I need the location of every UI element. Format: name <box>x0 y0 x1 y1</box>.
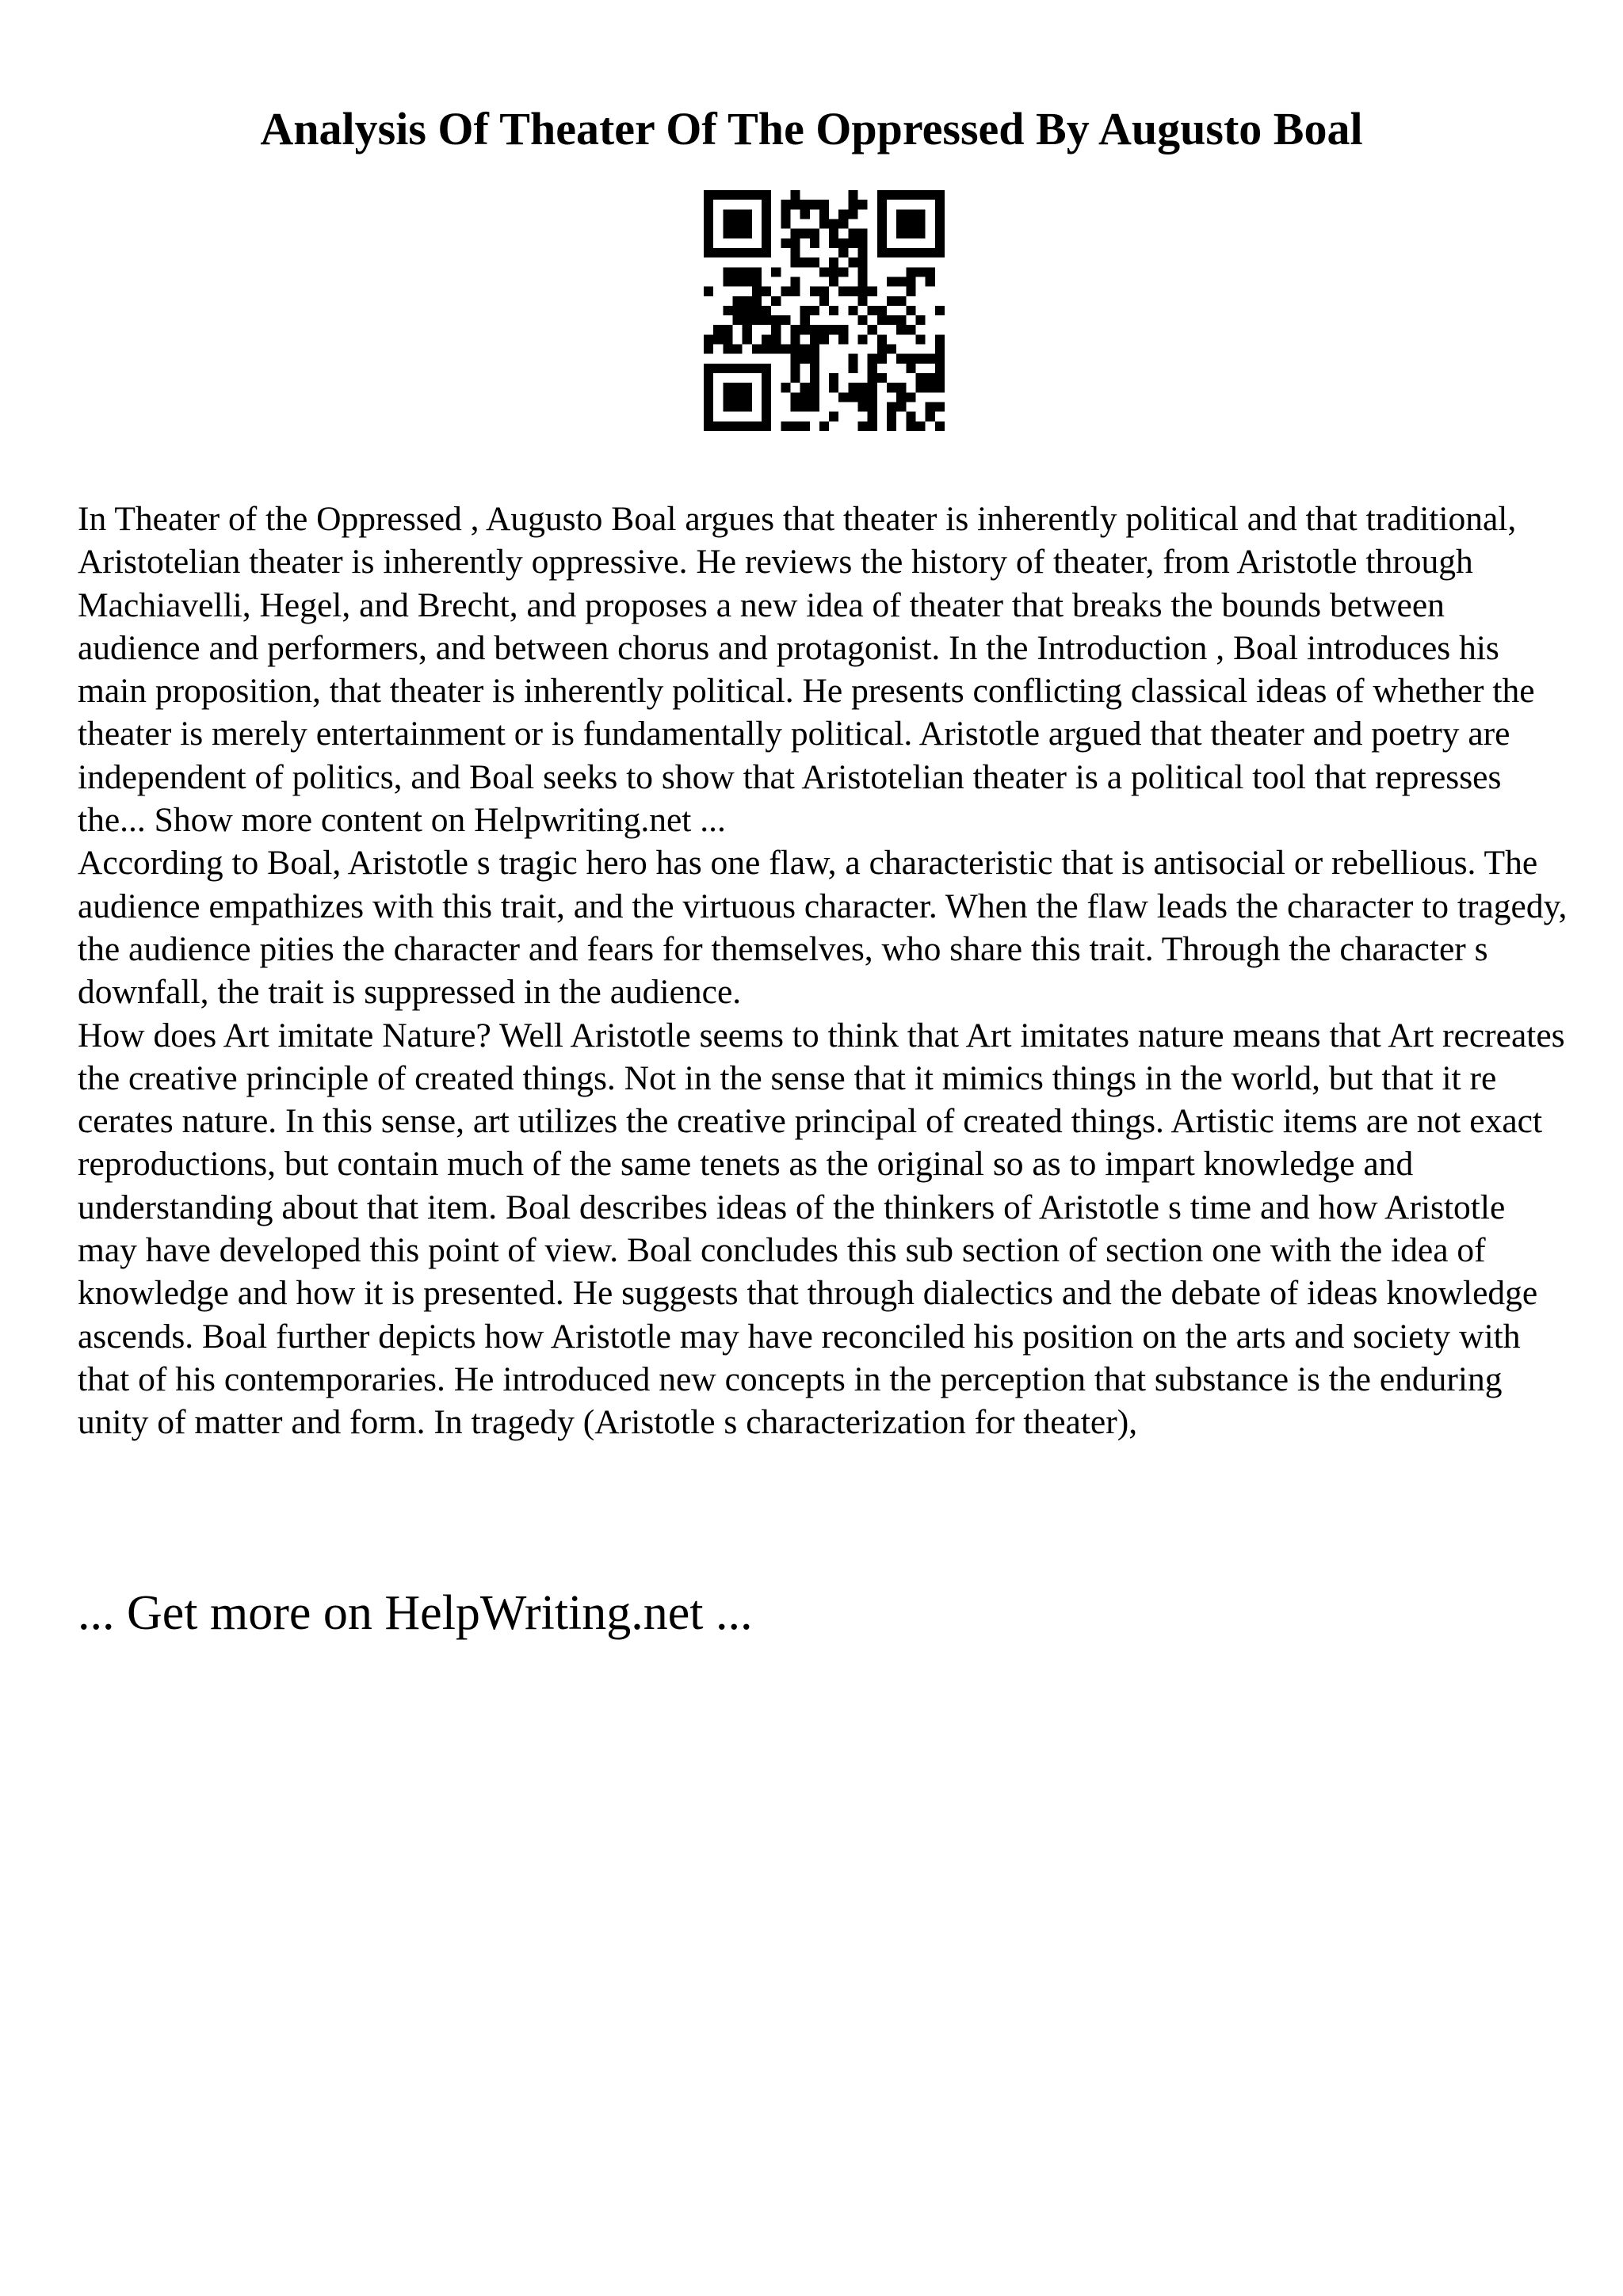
article-body <box>78 498 1568 1444</box>
get-more-link[interactable]: ... Get more on HelpWriting.net ... <box>78 1586 753 1640</box>
qr-code-icon <box>704 190 945 431</box>
paragraph-1: In Theater of the Oppressed , Augusto Boal argues that theater is inherently political and that traditional, Aristotelian theater is inherently oppressive. He reviews the history of theater, from Aristotle through Machiavelli, Hegel, and Brecht, and proposes a new idea of theater that breaks the bounds between audience and performers, and between chorus and protagonist. In the Introduction , Boal introduces his main proposition, that theater is inherently political. He presents conflicting classical ideas of whether the theater is merely entertainment or is fundamentally political. Aristotle argued that theater and poetry are independent of politics, and Boal seeks to show that Aristotelian theater is a political tool that represses the... Show more content on Helpwriting.net ... <box>78 500 1535 840</box>
page-title: Analysis Of Theater Of The Oppressed By Augusto Boal <box>260 103 1363 154</box>
paragraph-3: How does Art imitate Nature? Well Aristotle seems to think that Art imitates nature means that Art recreates the creative principle of created things. Not in the sense that it mimics things in the world, but that it re cerates nature. In this sense, art utilizes the creative principal of created things. Artistic items are not exact reproductions, but contain much of the same tenets as the original so as to impart knowledge and understanding about that item. Boal describes ideas of the thinkers of Aristotle s time and how Aristotle may have developed this point of view. Boal concludes this sub section of section one with the idea of knowledge and how it is presented. He suggests that through dialectics and the debate of ideas knowledge ascends. Boal further depicts how Aristotle may have reconciled his position on the arts and society with that of his contemporaries. He introduced new concepts in the perception that substance is the enduring unity of matter and form. In tragedy (Aristotle s characterization for theater), <box>78 1016 1565 1442</box>
paragraph-2: According to Boal, Aristotle s tragic hero has one flaw, a characteristic that is antisocial or rebellious. The audience empathizes with this trait, and the virtuous character. When the flaw leads the character to tragedy, the audience pities the character and fears for themselves, who share this trait. Through the character s downfall, the trait is suppressed in the audience. <box>78 844 1568 1012</box>
